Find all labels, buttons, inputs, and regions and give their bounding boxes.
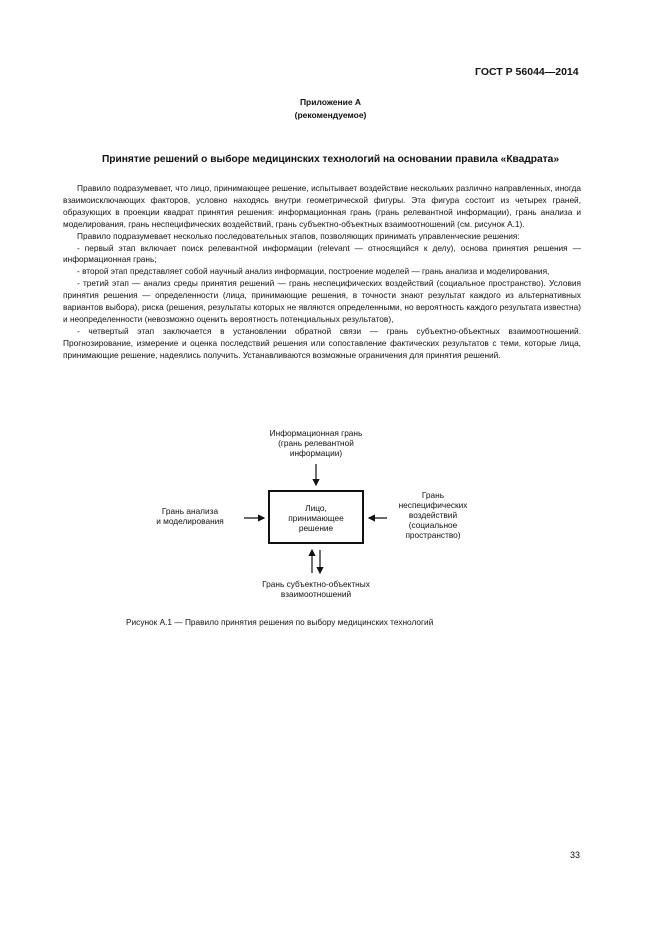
- list-item: - первый этап включает поиск релевантной информации (relevant — относящийся к делу), основа принятия решения — информационная грань;: [63, 242, 581, 265]
- top-label-line: информации): [289, 448, 343, 458]
- right-label-line: Грань: [421, 490, 445, 500]
- center-label-line: решение: [298, 523, 334, 533]
- standard-number: ГОСТ Р 56044—2014: [475, 66, 579, 78]
- page-number: 33: [570, 850, 581, 860]
- paragraph: Правило подразумевает, что лицо, принимающее решение, испытывает воздействие нескольких различно направленных, иногда взаимоисключающих факторов, условно находясь внутри геометрической фигуры. Эта фигура состоит из четырех граней, образующих в проекции квадрат принятия решения: информационная грань (грань релевантной информации), грань анализа и моделирования, грань неспецифических воздействий, грань субъектно-объектных взаимоотношений (см. рисунок А.1).: [63, 183, 581, 229]
- right-label-line: воздействий: [408, 510, 458, 520]
- list-item: - четвертый этап заключается в установлении обратной связи — грань субъектно-объектных взаимоотношений. Прогнозирование, измерение и оценка последствий решения или сопоставление фактических результатов с теми, которые лица, принимающие решение, надеялись получить. Устанавливаются возможные ограничения для принятия решений.: [63, 325, 581, 360]
- top-label-line: (грань релевантной: [278, 438, 354, 448]
- right-label-line: (социальное: [408, 520, 458, 530]
- decision-square-diagram: [140, 428, 500, 608]
- bottom-label-line: Грань субъектно-объектных: [262, 579, 370, 589]
- annex-title: Приложение А: [299, 97, 362, 107]
- diagram-arrows: [140, 428, 500, 608]
- center-label-line: принимающее: [288, 513, 344, 523]
- right-label-line: неспецифических: [398, 500, 468, 510]
- body-text: [63, 183, 581, 362]
- left-label-line: Грань анализа: [161, 506, 219, 516]
- top-label-line: Информационная грань: [269, 428, 363, 438]
- section-title: Принятие решений о выборе медицинских технологий на основании правила «Квадрата»: [101, 154, 560, 165]
- center-label-line: Лицо,: [305, 503, 327, 513]
- left-label-line: и моделирования: [156, 516, 224, 526]
- list-item: - второй этап представляет собой научный анализ информации, построение моделей — грань анализа и моделирования,: [77, 266, 550, 277]
- list-item: - третий этап — анализ среды принятия решений — грань неспецифических воздействий (социальное пространство). Условия принятия решения — определенности (лица, принимающие решения, в точности знают результат каждого из альтернативных вариантов выбора), риска (решения, результаты которых не являются определенными, но вероятность каждого результата известна) и неопределенности (невозможно оценить вероятность потенциальных результатов),: [63, 278, 581, 324]
- bottom-label-line: взаимоотношений: [280, 589, 352, 599]
- annex-status: (рекомендуемое): [294, 110, 367, 120]
- figure-caption: Рисунок А.1 — Правило принятия решения по выбору медицинских технологий: [126, 617, 434, 627]
- right-label-line: пространство): [405, 530, 461, 540]
- paragraph: Правило подразумевает несколько последовательных этапов, позволяющих принимать управленческие решения:: [77, 230, 520, 241]
